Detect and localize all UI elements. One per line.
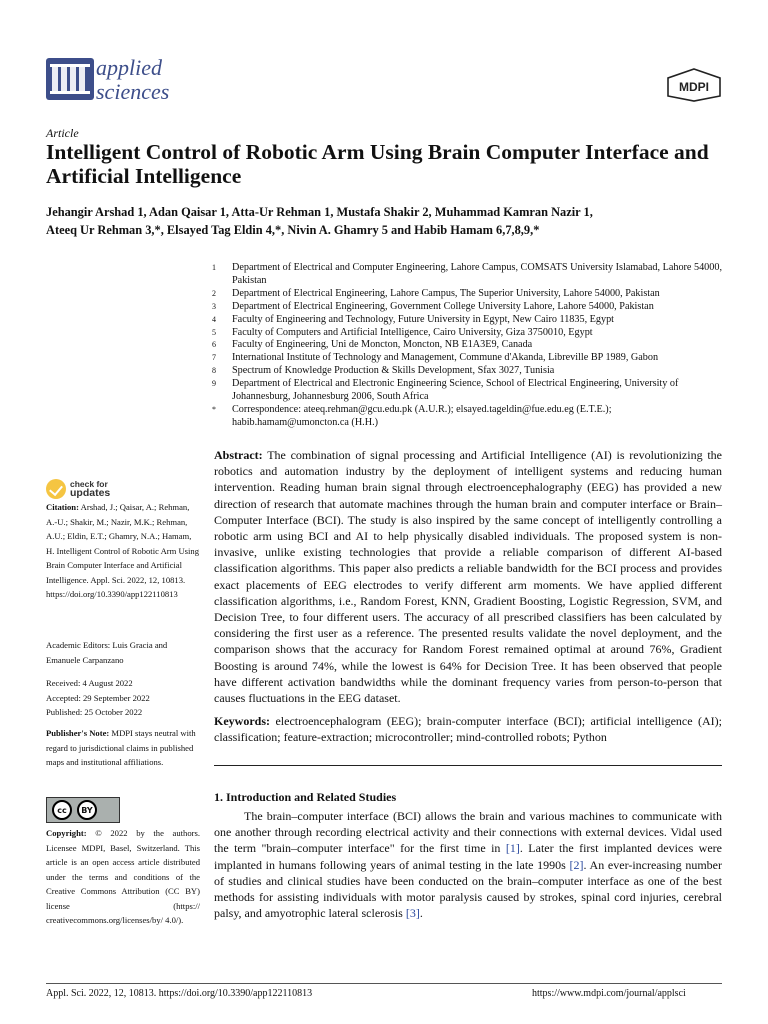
reference-link-1[interactable]: [1]	[505, 841, 520, 856]
abstract: Abstract: The combination of signal processing and Artificial Intelligence (AI) is revolutionizing the robotics and automation industry by the deployment of intelligent systems and reducing human intervention. Reading human brain signal through electroencephalography (EEG) has provided a new direction of research that automate machines through the human brain and computer interface or Brain–Computer Interface (BCI). The study is also inspired by the same concept of intelligently controlling a robotic arm using BCI and AI to help physically disabled individuals. The proposed system is non-invasive, unlike existing technologies that provide a reliable comparison of different AI-based classification algorithms. This paper also predicts a reliable bandwidth for the BCI process and provides exact placements of EEG electrodes to verify different arm moments. We have applied different classification algorithms, i.e., Random Forest, KNN, Gradient Boosting, Logistic Regression, SVM, and Decision Tree, to four different users. The accuracy of all prescribed classifiers has been calculated by considering the first user as a reference. The presented results validate the novel deployment, and the comparison shows that the accuracy for Random Forest remained optimal at around 76%, Gradient Boosting is around 74%, while the lowest is 64% for Decision Tree. It has been observed that people have different activation bandwidths while the dominant frequency varies from person-to-person that causes fluctuations in the EEG dataset.	[214, 448, 722, 706]
journal-name[interactable]: applied sciences	[96, 55, 170, 104]
affiliation-item: 5 Faculty of Computers and Artificial Intelligence, Cairo University, Giza 3750010, Egypt	[212, 326, 593, 338]
section-heading: 1. Introduction and Related Studies	[214, 790, 397, 804]
footer-divider	[46, 983, 722, 984]
accepted-date: Accepted: 29 September 2022	[46, 692, 150, 703]
authors-line-1: Jehangir Arshad 1, Adan Qaisar 1, Atta-Ur Rehman 1, Mustafa Shakir 2, Muhammad Kamran Nazir 1,	[46, 205, 593, 219]
check-updates-icon	[46, 479, 66, 499]
correspondence: * Correspondence: ateeq.rehman@gcu.edu.pk (A.U.R.); elsayed.tageldin@fue.edu.eg (E.T.E.); habib.hamam@umoncton.ca (H.H.)	[212, 403, 612, 428]
mdpi-hexagon-icon	[666, 68, 722, 102]
publisher-note: Publisher's Note: MDPI stays neutral with regard to jurisdictional claims in published maps and institutional affiliations.	[46, 728, 196, 767]
cc-by-license-badge[interactable]	[46, 797, 120, 823]
affiliation-item: 9 Department of Electrical and Electronic Engineering Science, School of Electrical Engineering, University of Johannesburg, Johannesburg 2006, South Africa	[212, 378, 679, 403]
received-date: Received: 4 August 2022	[46, 678, 133, 688]
article-type: Article	[46, 126, 79, 140]
affiliation-item: 4 Faculty of Engineering and Technology, Future University in Egypt, New Cairo 11835, Egypt	[212, 313, 615, 325]
academic-editors: Academic Editors: Luis Gracia and Emanuele Carpanzano	[46, 640, 168, 665]
publisher-name: MDPI	[679, 80, 709, 94]
published-date: Published: 25 October 2022	[46, 707, 143, 717]
check-for-updates-button[interactable]: check for updates	[46, 477, 166, 501]
footer-citation[interactable]: Appl. Sci. 2022, 12, 10813. https://doi.org/10.3390/app122110813	[46, 988, 313, 999]
copyright-notice: Copyright: © 2022 by the authors. Licensee MDPI, Basel, Switzerland. This article is an open access article distributed under the terms and conditions of the Creative Commons Attribution (CC BY) license (https:// creativecommons.org/licenses/by/ 4.0/).	[46, 828, 200, 925]
affiliation-item: 8 Spectrum of Knowledge Production & Skills Development, Sfax 3027, Tunisia	[212, 365, 555, 377]
reference-link-3[interactable]: [3]	[405, 906, 420, 921]
affiliation-item: 7 International Institute of Technology and Management, Commune d'Akanda, Libreville BP 1989, Gabon	[212, 352, 659, 364]
footer-journal-url[interactable]: https://www.mdpi.com/journal/applsci	[532, 988, 686, 999]
journal-logo	[46, 58, 94, 100]
publication-dates	[46, 676, 200, 720]
reference-link-2[interactable]: [2]	[569, 857, 584, 872]
creative-commons-icon: cc	[52, 800, 72, 820]
affiliation-list	[212, 262, 722, 430]
intro-paragraph: The brain–computer interface (BCI) allows the brain and various machines to communicate with one another through recording electrical activity and their connections with external devices. Vidal used the term "brain–computer interface" for the first time in [1]. Later the first implanted devices were implanted in humans following years of animal testing in the late 1990s [2]. An ever-increasing number of studies and clinical studies have been conducted on the brain–computer interface as one of the best methods for assisting individuals with motor paralysis caused by strokes, spinal cord injuries, cerebral palsy, and amyotrophic lateral sclerosis [3].	[214, 809, 722, 921]
section-divider	[214, 765, 722, 766]
affiliation-item: 2 Department of Electrical Engineering, Lahore Campus, The Superior University, Lahore 54000, Pakistan	[212, 287, 660, 299]
affiliation-item: 3 Department of Electrical Engineering, Government College University Lahore, Lahore 54000, Pakistan	[212, 300, 654, 312]
authors-line-2: Ateeq Ur Rehman 3,*, Elsayed Tag Eldin 4,*, Nivin A. Ghamry 5 and Habib Hamam 6,7,8,9,*	[46, 223, 540, 237]
affiliation-item: 1 Department of Electrical and Computer Engineering, Lahore Campus, COMSATS University Islamabad, Lahore 54000, Pakistan	[212, 262, 723, 286]
author-list	[46, 203, 736, 239]
attribution-icon: BY	[77, 800, 97, 820]
keywords: Keywords: electroencephalogram (EEG); brain-computer interface (BCI); artificial intelligence (AI); classification; feature-extraction; microcontroller; mind-controlled robots; Python	[214, 714, 722, 745]
affiliation-item: 6 Faculty of Engineering, Uni de Moncton, Moncton, NB E1A3E9, Canada	[212, 339, 533, 351]
mdpi-logo[interactable]	[666, 68, 722, 102]
article-title: Intelligent Control of Robotic Arm Using Brain Computer Interface and Artificial Intelligence	[46, 140, 709, 188]
citation-block: Citation: Arshad, J.; Qaisar, A.; Rehman, A.-U.; Shakir, M.; Nazir, M.K.; Rehman, A.U.; Eldin, E.T.; Ghamry, N.A.; Hamam, H. Intelligent Control of Robotic Arm Using Brain Computer Interface and Artificial Intelligence. Appl. Sci. 2022, 12, 10813. https://doi.org/10.3390/app122110813	[46, 502, 200, 599]
